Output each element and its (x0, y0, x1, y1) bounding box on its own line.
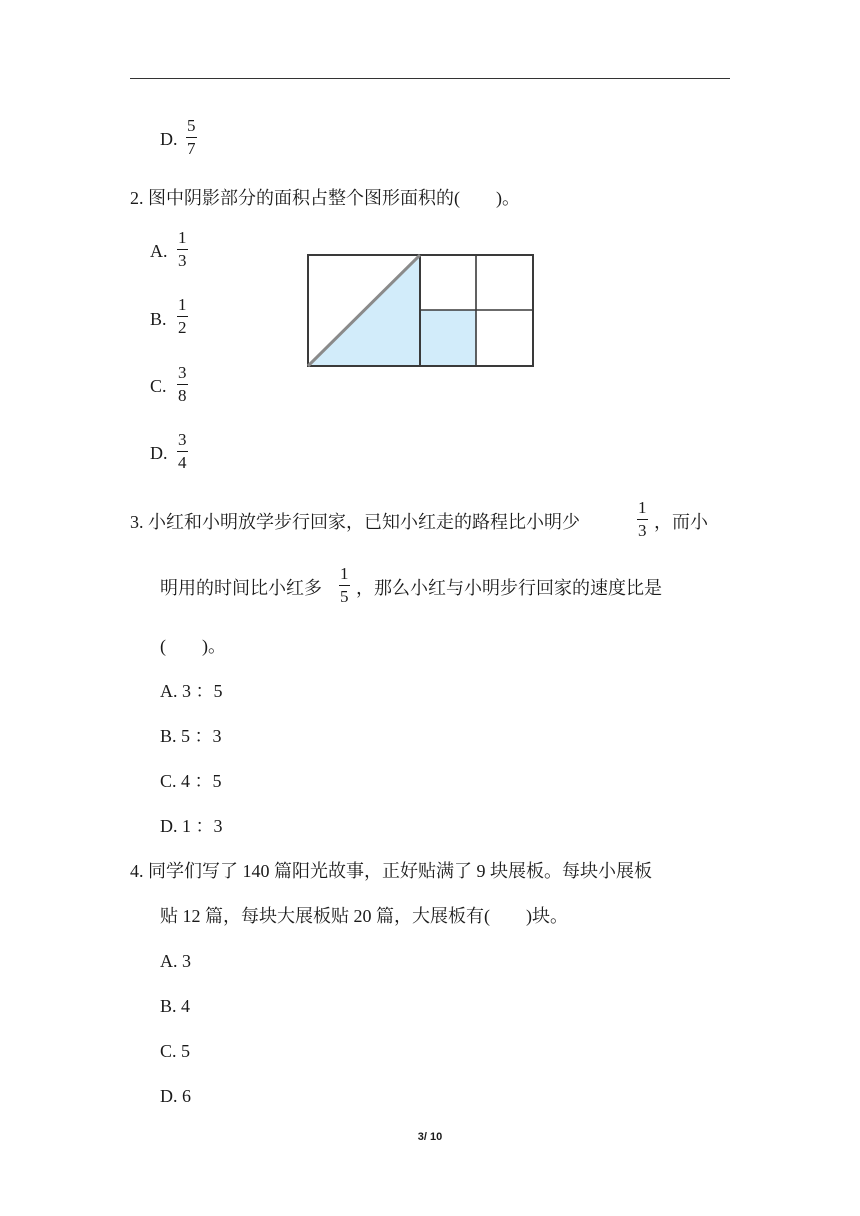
q4-option-a: A. 3 (160, 951, 191, 971)
fraction-bar (637, 519, 648, 520)
fraction (177, 364, 188, 405)
option-label: C. (150, 376, 167, 396)
fraction-numerator: 5 (187, 116, 196, 135)
fraction-numerator: 3 (178, 430, 187, 449)
fraction (339, 565, 350, 606)
fraction-bar (339, 585, 350, 586)
question-3-line2-a: 明用的时间比小红多 (160, 578, 322, 598)
option-label: D. (150, 443, 168, 463)
fraction-bar (177, 249, 188, 250)
fraction (637, 499, 648, 540)
fraction (177, 431, 188, 472)
q3-option-c: C. 4 ：5 (160, 771, 222, 791)
fraction-denominator: 4 (178, 453, 187, 472)
fraction-bar (177, 451, 188, 452)
q3-option-d: D. 1 ：3 (160, 816, 223, 836)
option-label: D. (160, 129, 178, 149)
page-number: 3/ 10 (417, 1131, 443, 1143)
fraction-denominator: 2 (178, 318, 187, 337)
fraction-numerator: 1 (178, 295, 187, 314)
header-rule (130, 78, 730, 79)
q4-option-b: B. 4 (160, 996, 191, 1016)
fraction-numerator: 1 (340, 564, 349, 583)
question-3-line3: ( )。 (160, 636, 226, 656)
fraction (177, 229, 188, 270)
question-3-line1-b: ，而小 (654, 512, 708, 532)
shaded-area-figure (300, 250, 540, 372)
question-3-line2-b: ，那么小红与小明步行回家的速度比是 (356, 578, 662, 598)
shaded-square (420, 310, 476, 366)
q3-option-b: B. 5 ：3 (160, 726, 222, 746)
q4-option-c: C. 5 (160, 1041, 191, 1061)
fraction-denominator: 8 (178, 386, 187, 405)
option-label: A. (150, 241, 168, 261)
question-2-stem: 2. 图中阴影部分的面积占整个图形面积的( )。 (130, 188, 520, 208)
fraction-numerator: 3 (178, 363, 187, 382)
q4-option-d: D. 6 (160, 1086, 191, 1106)
fraction (186, 117, 197, 158)
question-4-line1: 4. 同学们写了 140 篇阳光故事，正好贴满了 9 块展板。每块小展板 (130, 861, 652, 881)
question-4-line2: 贴 12 篇，每块大展板贴 20 篇，大展板有( )块。 (160, 906, 568, 926)
q3-option-a: A. 3 ：5 (160, 681, 223, 701)
fraction-denominator: 5 (340, 587, 349, 606)
fraction-denominator: 3 (178, 251, 187, 270)
fraction (177, 296, 188, 337)
fraction-denominator: 7 (187, 139, 196, 158)
option-label: B. (150, 309, 167, 329)
fraction-denominator: 3 (638, 521, 647, 540)
question-3-line1-a: 3. 小红和小明放学步行回家，已知小红走的路程比小明少 (130, 512, 580, 532)
fraction-bar (186, 137, 197, 138)
fraction-numerator: 1 (178, 228, 187, 247)
fraction-numerator: 1 (638, 498, 647, 517)
fraction-bar (177, 316, 188, 317)
fraction-bar (177, 384, 188, 385)
